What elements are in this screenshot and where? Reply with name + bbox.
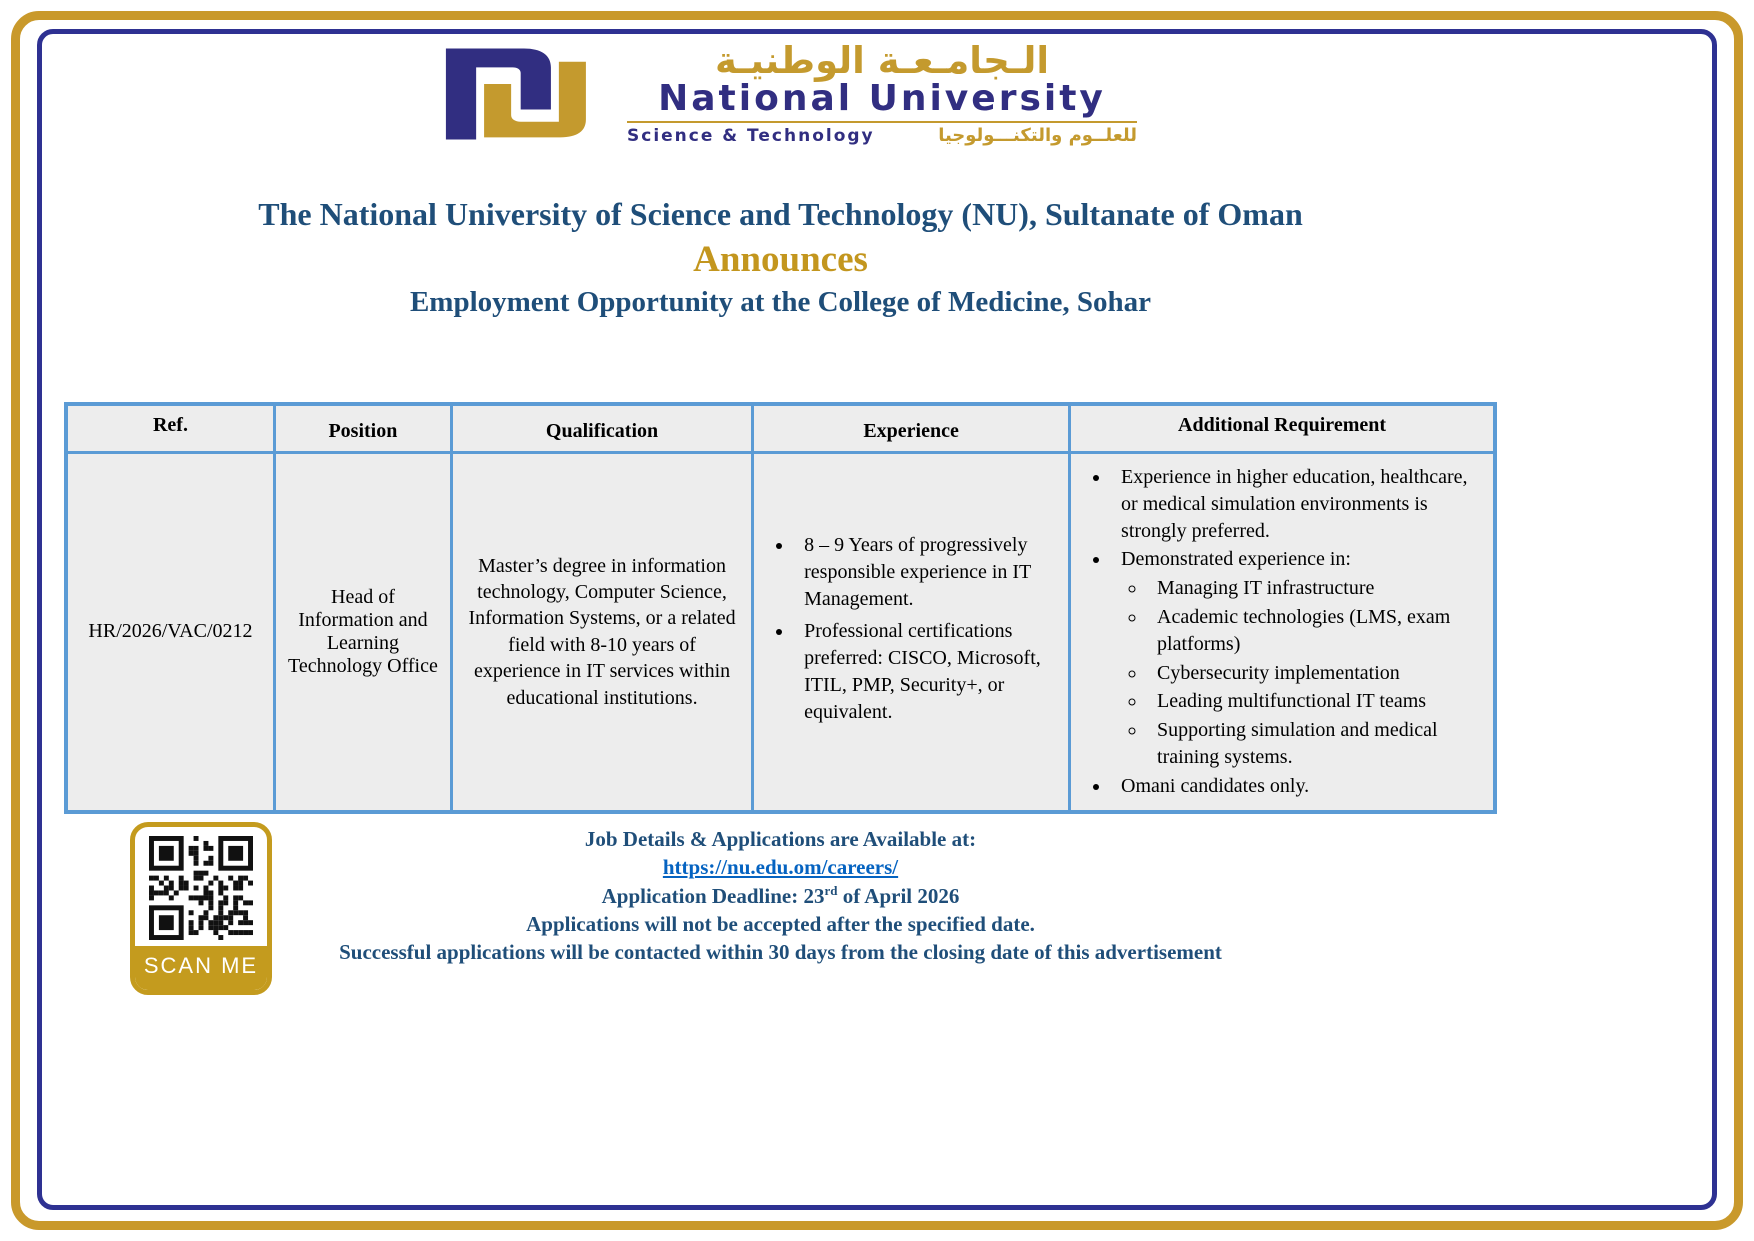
deadline-ordinal: rd bbox=[824, 882, 838, 898]
cell-ref: HR/2026/VAC/0212 bbox=[66, 453, 274, 812]
footer-deadline-line bbox=[64, 882, 1497, 911]
cell-experience bbox=[753, 453, 1070, 812]
deadline-prefix: Application Deadline: 23 bbox=[601, 883, 825, 908]
table-header-row bbox=[66, 404, 1495, 453]
nu-monogram-icon bbox=[430, 44, 605, 144]
logo-text-block bbox=[627, 39, 1137, 146]
col-header-experience: Experience bbox=[753, 404, 1070, 453]
footer-availability-line: Job Details & Applications are Available at: bbox=[584, 827, 977, 851]
demonstrated-experience-sublist bbox=[1121, 575, 1483, 771]
col-header-additional-requirement: Additional Requirement bbox=[1070, 404, 1495, 453]
deadline-suffix: of April 2026 bbox=[837, 883, 960, 908]
logo-university-name: National University bbox=[658, 78, 1106, 119]
table-row bbox=[66, 453, 1495, 812]
col-header-qualification: Qualification bbox=[451, 404, 752, 453]
cell-position: Head of Information and Learning Technology Office bbox=[274, 453, 451, 812]
list-item: • Professional certifications preferred: CISCO, Microsoft, ITIL, PMP, Security+, or equivalent. bbox=[794, 618, 1058, 725]
list-item bbox=[1111, 546, 1483, 770]
logo-arabic-title: الـجامـعـة الوطنيـة bbox=[714, 39, 1050, 82]
cell-additional-requirement bbox=[1070, 453, 1495, 812]
list-item: ◦ Academic technologies (LMS, exam platforms) bbox=[1147, 604, 1483, 658]
list-item: ◦ Leading multifunctional IT teams bbox=[1147, 688, 1483, 715]
qr-scan-me-label: SCAN ME bbox=[135, 946, 267, 990]
list-item: • 8 – 9 Years of progressively responsible experience in IT Management. bbox=[794, 532, 1058, 612]
additional-requirement-list bbox=[1081, 464, 1483, 800]
subtitle: Employment Opportunity at the College of Medicine, Sohar bbox=[409, 286, 1152, 319]
col-header-position: Position bbox=[274, 404, 451, 453]
footer-note-line: Successful applications will be contacted within 30 days from the closing date of this advertisement bbox=[339, 939, 1222, 964]
university-logo bbox=[430, 39, 1137, 146]
announces-heading: Announces bbox=[693, 239, 868, 281]
list-item-intro: Demonstrated experience in: bbox=[1121, 548, 1351, 571]
page-title: The National University of Science and Technology (NU), Sultanate of Oman bbox=[258, 196, 1303, 232]
list-item: ◦ Supporting simulation and medical training systems. bbox=[1147, 717, 1483, 771]
list-item: • Experience in higher education, healthcare, or medical simulation environments is strongly preferred. bbox=[1111, 464, 1483, 544]
careers-link[interactable]: https://nu.edu.om/careers/ bbox=[662, 854, 899, 879]
list-item: ◦ Cybersecurity implementation bbox=[1147, 660, 1483, 687]
announcement-headings bbox=[64, 193, 1497, 322]
col-header-ref: Ref. bbox=[66, 404, 274, 453]
cell-qualification: Master’s degree in information technology, Computer Science, Information Systems, or a related field with 8-10 years of experience in IT services within educational institutions. bbox=[451, 453, 752, 812]
logo-tagline-arabic: للعلــوم والتكنـــولوجيا bbox=[938, 124, 1137, 146]
vacancy-table bbox=[64, 402, 1497, 814]
logo-tagline bbox=[627, 121, 1137, 146]
footer-info bbox=[64, 826, 1497, 967]
footer-link-line bbox=[64, 854, 1497, 882]
logo-tagline-english: Science & Technology bbox=[627, 125, 875, 146]
list-item: • Omani candidates only. bbox=[1111, 773, 1483, 800]
footer-note-line: Applications will not be accepted after the specified date. bbox=[526, 911, 1035, 936]
experience-list bbox=[764, 532, 1058, 726]
list-item: ◦ Managing IT infrastructure bbox=[1147, 575, 1483, 602]
